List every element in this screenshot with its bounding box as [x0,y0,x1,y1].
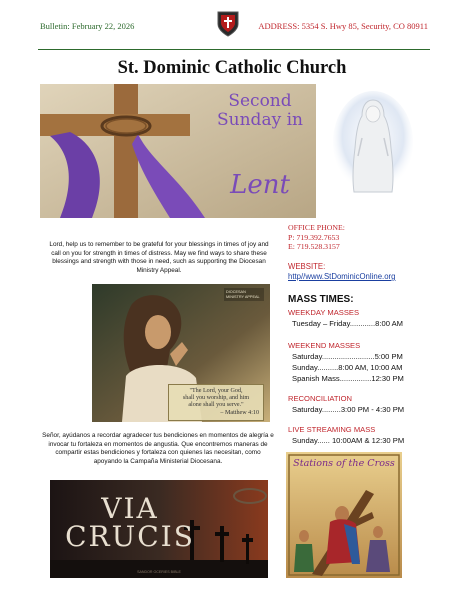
lent-text-line3: Lent [230,170,290,200]
prayer-spanish: Señor, ayúdanos a recordar agradecer tus bendiciones en momentos de alegría e invocar tu fortaleza en momentos de angustia. Que encontremos maneras de compartir estas bendiciones y fortaleza con quienes las necesitan, como apoyando la Campaña Ministerial Diocesana. [42,432,274,465]
reconciliation-row: Saturday.........3:00 PM - 4:30 PM [292,405,405,414]
via-crucis-footer: SANDOR OCERIES BIBLE [137,570,181,574]
virgin-mary-statue-image [332,90,414,194]
office-phone[interactable]: P: 719.392.7653 [288,232,340,242]
bulletin-date: Bulletin: February 22, 2026 [40,21,135,31]
lent-text-line2: Sunday in [217,110,303,130]
weekend-row-sunday: Sunday..........8:00 AM, 10:00 AM [292,363,403,372]
website-block [288,262,395,282]
weekday-heading: WEEKDAY MASSES [288,308,360,317]
quote-citation: – Matthew 4:10 [220,409,259,416]
live-heading: LIVE STREAMING MASS [288,425,376,434]
live-row: Sunday...... 10:00AM & 12:30 PM [292,436,405,445]
quote-line3: alone shall you serve." [188,402,244,409]
second-sunday-lent-image [40,84,316,218]
office-email[interactable]: E: 719.528.3157 [288,242,340,251]
via-crucis-line1: VIA [101,492,159,525]
quote-line1: "The Lord, your God, [189,388,243,394]
scripture-quote-box [168,384,264,421]
reconciliation [288,393,404,415]
header-divider [38,49,430,50]
website-label: WEBSITE: [288,262,326,271]
prayer-english: Lord, help us to remember to be grateful for your blessings in times of joy and call on you for strength in times of distress. May we find ways to share these blessings and strength with those in need, such as supporting the Diocesan Ministry Appeal. [49,241,269,274]
reconciliation-heading: RECONCILIATION [288,394,352,403]
weekend-row-saturday: Saturday.........................5:00 PM [292,352,403,361]
church-shield-logo-icon [216,10,240,38]
bulletin-header [0,12,464,38]
office-contact [288,223,345,252]
page-title: St. Dominic Catholic Church [117,58,347,78]
quote-line2: shall you worship, and him [182,395,250,402]
weekend-masses [288,340,404,384]
lent-text-line1: Second [228,91,292,111]
mass-times-heading: MASS TIMES: [288,294,354,305]
dma-badge: DIOCESAN MINISTRY APPEAL [224,288,264,301]
jesus-praying-image [92,284,270,422]
stations-of-the-cross-image [286,452,402,578]
via-crucis-image [50,480,268,578]
weekend-row-spanish: Spanish Mass...............12:30 PM [292,374,404,383]
weekend-heading: WEEKEND MASSES [288,341,361,350]
live-streaming-mass [288,424,404,446]
stations-title: Stations of the Cross [293,458,395,469]
via-crucis-line2: CRUCIS [65,520,195,553]
church-address: ADDRESS: 5354 S. Hwy 85, Security, CO 80911 [258,21,428,31]
weekday-row: Tuesday – Friday............8:00 AM [292,319,403,328]
weekday-masses [288,307,403,329]
website-link[interactable]: http//www.StDominicOnline.org [288,272,396,281]
office-phone-label: OFFICE PHONE: [288,223,345,232]
